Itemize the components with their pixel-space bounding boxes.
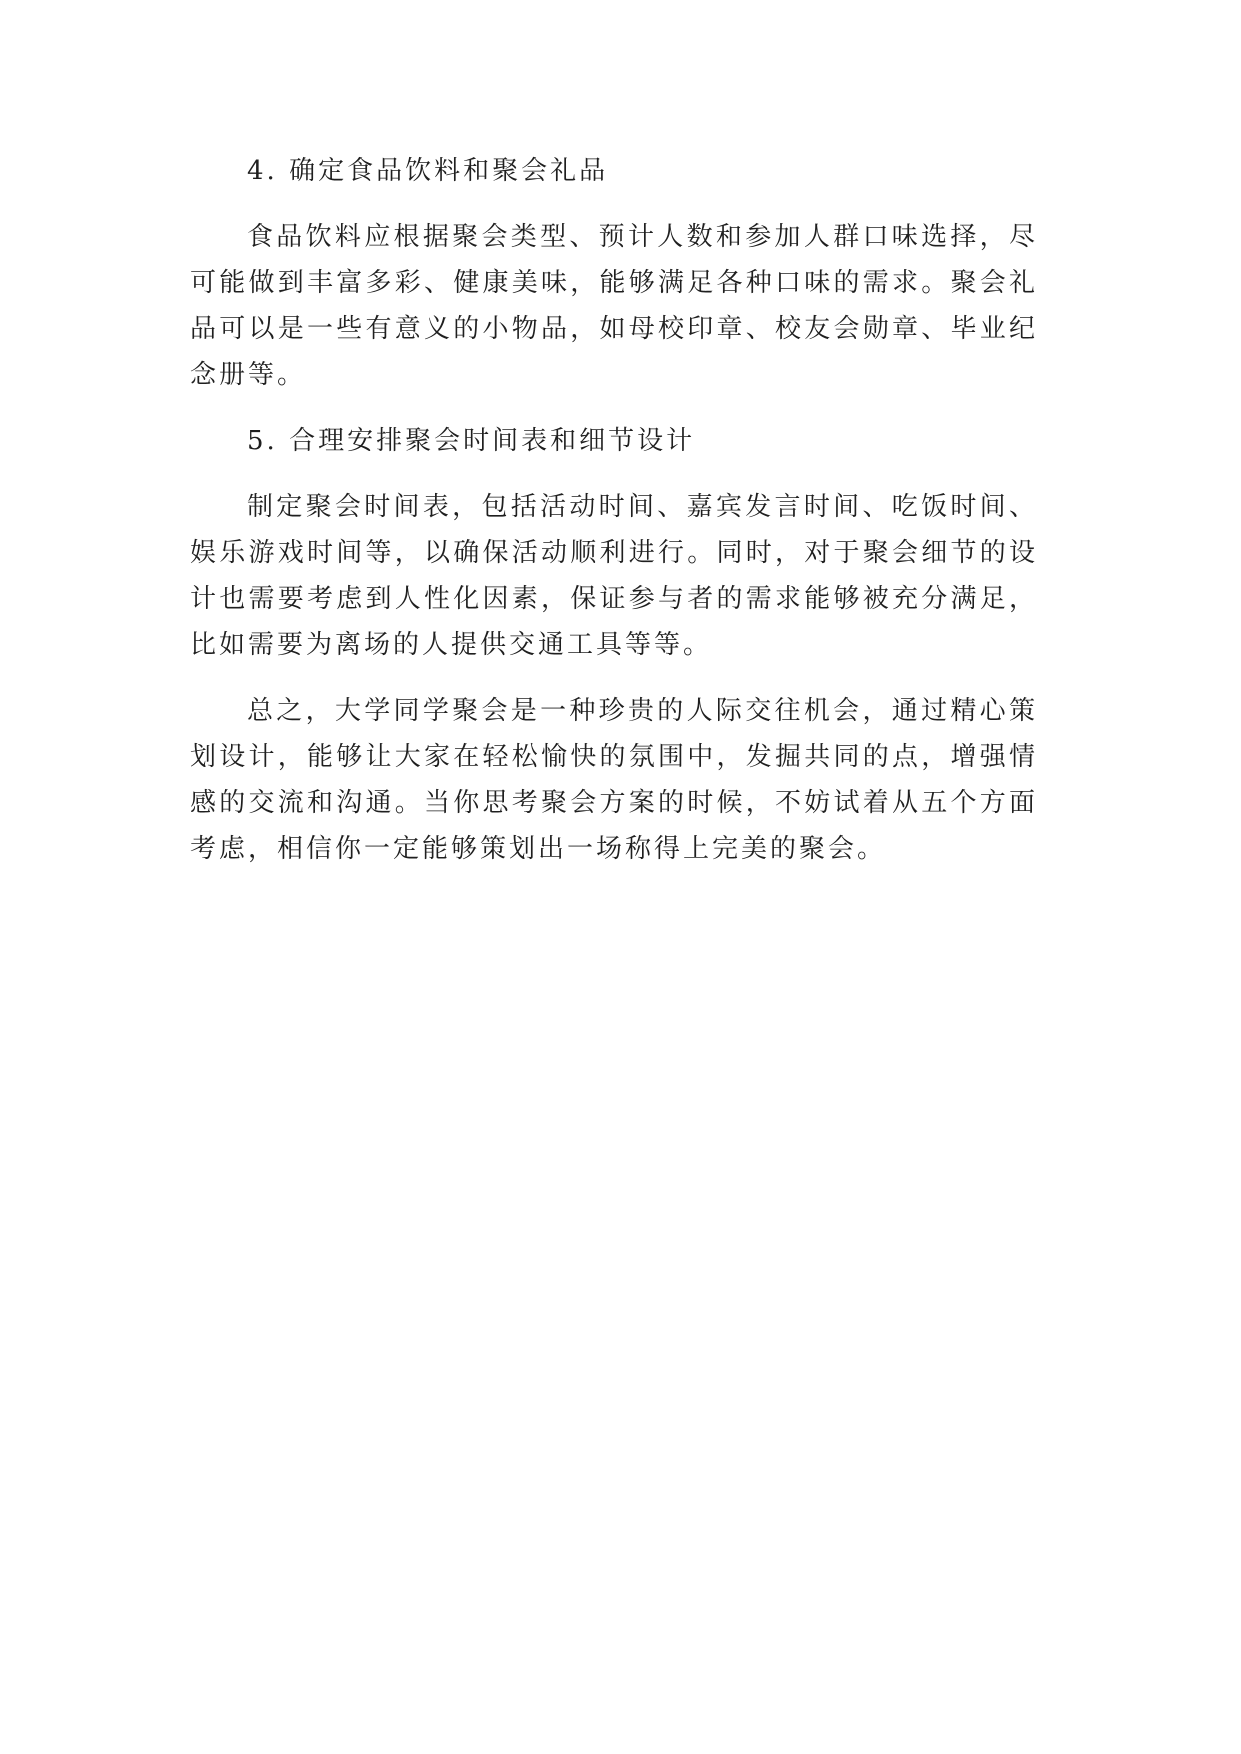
section-heading-schedule: 5. 合理安排聚会时间表和细节设计: [247, 426, 696, 456]
paragraph-conclusion: [190, 688, 1038, 872]
paragraph-line: 食品饮料应根据聚会类型、预计人数和参加人群口味选择，尽: [247, 222, 1038, 252]
paragraph-line: 娱乐游戏时间等，以确保活动顺利进行。同时，对于聚会细节的设: [190, 538, 1038, 568]
paragraph-line: 比如需要为离场的人提供交通工具等等。: [190, 630, 713, 660]
section-heading-food-gifts: 4. 确定食品饮料和聚会礼品: [247, 156, 609, 186]
paragraph-line: 可能做到丰富多彩、健康美味，能够满足各种口味的需求。聚会礼: [190, 268, 1038, 298]
paragraph-line: 划设计，能够让大家在轻松愉快的氛围中，发掘共同的点，增强情: [190, 742, 1038, 772]
paragraph-line: 念册等。: [190, 360, 307, 390]
paragraph-line: 感的交流和沟通。当你思考聚会方案的时候，不妨试着从五个方面: [190, 788, 1038, 818]
paragraph-line: 计也需要考虑到人性化因素，保证参与者的需求能够被充分满足，: [190, 584, 1038, 614]
paragraph-line: 总之，大学同学聚会是一种珍贵的人际交往机会，通过精心策: [247, 696, 1038, 726]
paragraph-food-gifts: [190, 214, 1038, 398]
paragraph-line: 制定聚会时间表，包括活动时间、嘉宾发言时间、吃饭时间、: [247, 492, 1038, 522]
paragraph-schedule: [190, 484, 1038, 668]
document-body: [190, 148, 1038, 892]
paragraph-line: 品可以是一些有意义的小物品，如母校印章、校友会勋章、毕业纪: [190, 314, 1038, 344]
paragraph-line: 考虑，相信你一定能够策划出一场称得上完美的聚会。: [190, 834, 887, 864]
